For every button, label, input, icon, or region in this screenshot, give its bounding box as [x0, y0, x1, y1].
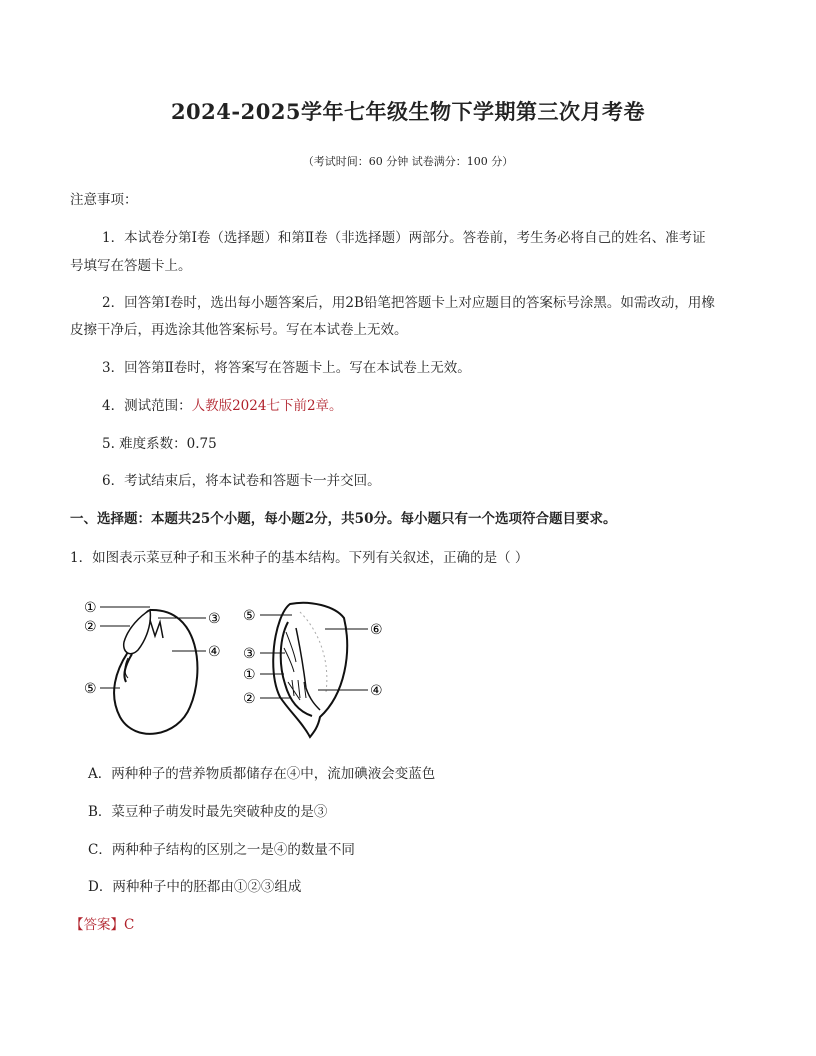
- answer-label: 【答案】: [70, 917, 124, 933]
- exam-info: （考试时间：60 分钟 试卷满分：100 分）: [302, 155, 514, 168]
- notice-item-1-line1: 1．本试卷分第Ⅰ卷（选择题）和第Ⅱ卷（非选择题）两部分。答卷前，考生务必将自己的姓名、准考证: [102, 230, 706, 246]
- answer: [70, 915, 134, 935]
- section-heading: 一、选择题：本题共25个小题，每小题2分，共50分。每小题只有一个选项符合题目要求。: [70, 511, 617, 527]
- bean-label-3: ③: [208, 611, 221, 627]
- page-title: 2024-2025学年七年级生物下学期第三次月考卷: [170, 99, 646, 124]
- corn-label-5: ⑤: [243, 608, 256, 624]
- bean-label-4: ④: [208, 644, 221, 660]
- notice-item-4: [102, 396, 343, 416]
- corn-label-4: ④: [370, 683, 383, 699]
- bean-label-1: ①: [84, 600, 97, 616]
- notice-item-1-line2: 号填写在答题卡上。: [70, 258, 192, 274]
- notice-item-4-prefix: 4．测试范围：: [102, 398, 192, 414]
- corn-label-2: ②: [243, 691, 256, 707]
- notice-item-6: 6．考试结束后，将本试卷和答题卡一并交回。: [102, 473, 381, 489]
- bean-seed-diagram: [84, 600, 221, 734]
- option-c: C．两种种子结构的区别之一是④的数量不同: [88, 842, 355, 858]
- corn-label-3: ③: [243, 646, 256, 662]
- notice-item-5: 5. 难度系数：0.75: [102, 436, 217, 452]
- corn-seed-diagram: [243, 603, 383, 737]
- corn-label-1: ①: [243, 667, 256, 683]
- question-stem: 1．如图表示菜豆种子和玉米种子的基本结构。下列有关叙述，正确的是（ ）: [70, 550, 529, 566]
- bean-label-2: ②: [84, 619, 97, 635]
- notice-heading: 注意事项：: [70, 192, 138, 208]
- answer-value: C: [124, 917, 135, 933]
- option-b: B．菜豆种子萌发时最先突破种皮的是③: [88, 804, 328, 820]
- option-d: D．两种种子中的胚都由①②③组成: [88, 879, 302, 895]
- notice-item-2-line2: 皮擦干净后，再选涂其他答案标号。写在本试卷上无效。: [70, 322, 408, 338]
- bean-label-5: ⑤: [84, 681, 97, 697]
- corn-label-6: ⑥: [370, 622, 383, 638]
- seed-figure: [0, 592, 816, 752]
- notice-item-2-line1: 2．回答第Ⅰ卷时，选出每小题答案后，用2B铅笔把答题卡上对应题目的答案标号涂黑。如需改动，用橡: [102, 295, 715, 311]
- notice-item-3: 3．回答第Ⅱ卷时，将答案写在答题卡上。写在本试卷上无效。: [102, 360, 471, 376]
- test-scope: 人教版2024七下前2章。: [191, 398, 343, 414]
- option-a: A．两种种子的营养物质都储存在④中，流加碘液会变蓝色: [88, 766, 436, 782]
